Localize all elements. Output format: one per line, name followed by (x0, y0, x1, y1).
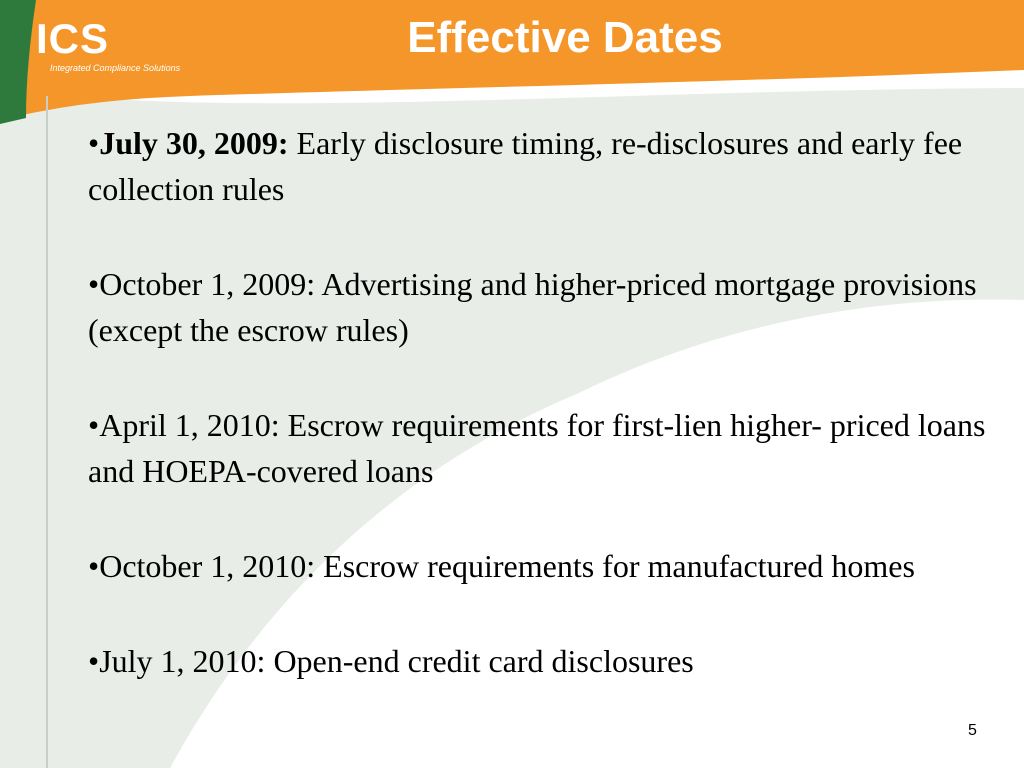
bullet-text: Early disclosure timing, re-disclosures and early fee collection rules (88, 125, 963, 207)
bullet-item (88, 638, 988, 684)
bullet-item (88, 543, 988, 589)
bullet-item (88, 402, 988, 494)
bullet-text: July 1, 2010: Open-end credit card disclosures (99, 643, 694, 679)
bullet-item (88, 261, 988, 353)
bullet-marker: • (88, 266, 100, 302)
page-number: 5 (968, 722, 977, 739)
bullet-date: July 30, 2009: (99, 125, 289, 161)
bullet-marker: • (88, 643, 100, 679)
logo-tagline: Integrated Compliance Solutions (50, 63, 181, 73)
page-title: Effective Dates (407, 13, 723, 62)
bullet-item (88, 120, 988, 212)
bullet-marker: • (88, 407, 100, 443)
bullet-text: October 1, 2010: Escrow requirements for manufactured homes (99, 548, 915, 584)
bullet-text: October 1, 2009: Advertising and higher-priced mortgage provisions (except the escrow rules) (88, 266, 977, 348)
bullet-marker: • (88, 548, 100, 584)
bullet-marker: • (88, 125, 100, 161)
logo-wordmark: ICS (36, 15, 110, 62)
bullet-list (88, 120, 988, 684)
left-divider (46, 96, 48, 768)
bullet-text: April 1, 2010: Escrow requirements for first-lien higher- priced loans and HOEPA-covered loans (88, 407, 986, 489)
